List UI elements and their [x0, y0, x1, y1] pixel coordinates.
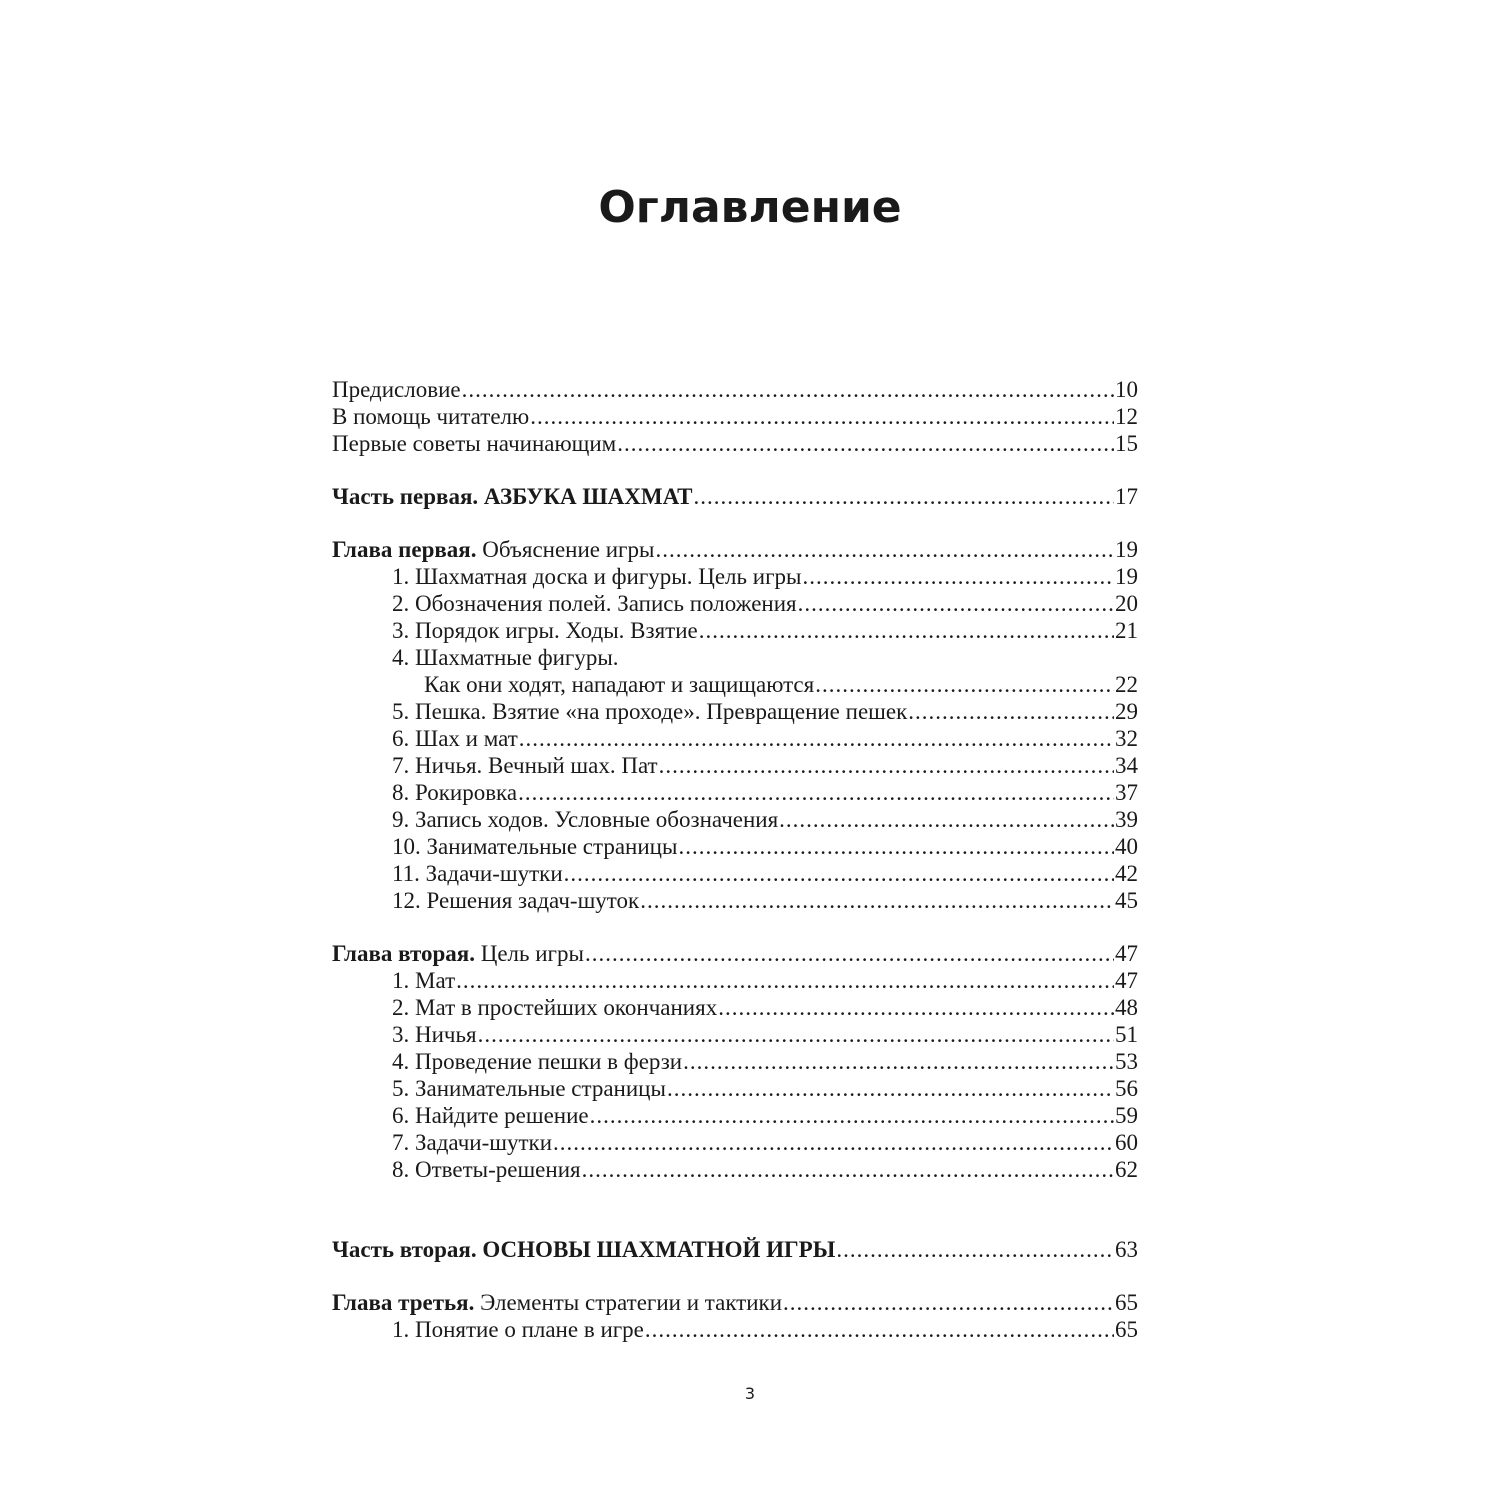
toc-entry [332, 887, 1138, 914]
dot-leader [519, 725, 1114, 752]
entry-page-number: 12 [1115, 404, 1138, 429]
entry-page-number: 65 [1115, 1317, 1138, 1342]
toc-part-heading [332, 1236, 1138, 1263]
toc-entry [332, 1021, 1138, 1048]
toc-entry [332, 644, 1138, 671]
entry-page-number: 21 [1115, 618, 1138, 643]
toc-entry [332, 1075, 1138, 1102]
toc-entry-continuation [332, 671, 1138, 698]
entry-title: 7. Ничья. Вечный шах. Пат [392, 753, 658, 778]
toc-entry [332, 806, 1138, 833]
entry-page-number: 62 [1115, 1157, 1138, 1182]
entry-page-number: 17 [1115, 484, 1138, 509]
entry-title: 6. Найдите решение [392, 1103, 589, 1128]
dot-leader [462, 376, 1114, 403]
entry-title: 10. Занимательные страницы [392, 834, 678, 859]
entry-page-number: 37 [1115, 780, 1138, 805]
toc-entry [332, 590, 1138, 617]
dot-leader [667, 1075, 1114, 1102]
entry-page-number: 22 [1115, 672, 1138, 697]
entry-page-number: 42 [1115, 861, 1138, 886]
entry-title: 5. Занимательные страницы [392, 1076, 666, 1101]
entry-title: 8. Ответы-решения [392, 1157, 581, 1182]
entry-title: 3. Ничья [392, 1022, 477, 1047]
toc-chapter-heading [332, 1289, 1138, 1316]
entry-title: 11. Задачи-шутки [392, 861, 563, 886]
entry-page-number: 65 [1115, 1290, 1138, 1315]
part-label: Часть первая. АЗБУКА ШАХМАТ [332, 484, 693, 509]
entry-page-number: 19 [1115, 537, 1138, 562]
entry-page-number: 60 [1115, 1130, 1138, 1155]
toc-entry [332, 725, 1138, 752]
entry-title: 12. Решения задач-шуток [392, 888, 640, 913]
entry-title: Как они ходят, нападают и защищаются [424, 672, 815, 697]
dot-leader [478, 1021, 1114, 1048]
entry-page-number: 34 [1115, 753, 1138, 778]
entry-title: В помощь читателю [332, 404, 530, 429]
dot-leader [783, 1289, 1114, 1316]
dot-leader [908, 698, 1114, 725]
dot-leader [694, 483, 1114, 510]
chapter-title: Глава первая. Объяснение игры [332, 537, 655, 562]
chapter-title: Глава вторая. Цель игры [332, 941, 584, 966]
toc-entry [332, 1129, 1138, 1156]
table-of-contents [332, 376, 1138, 1343]
toc-entry [332, 1156, 1138, 1183]
entry-title: 7. Задачи-шутки [392, 1130, 553, 1155]
entry-page-number: 51 [1115, 1022, 1138, 1047]
dot-leader [718, 994, 1114, 1021]
entry-page-number: 39 [1115, 807, 1138, 832]
entry-page-number: 63 [1115, 1237, 1138, 1262]
entry-page-number: 32 [1115, 726, 1138, 751]
entry-page-number: 47 [1115, 941, 1138, 966]
toc-chapter-heading [332, 536, 1138, 563]
toc-entry [332, 1102, 1138, 1129]
entry-title: 8. Рокировка [392, 780, 518, 805]
dot-leader [640, 887, 1114, 914]
dot-leader [530, 403, 1114, 430]
toc-entry [332, 617, 1138, 644]
toc-entry [332, 833, 1138, 860]
dot-leader [802, 563, 1114, 590]
dot-leader [617, 430, 1114, 457]
dot-leader [590, 1102, 1114, 1129]
dot-leader [585, 940, 1114, 967]
dot-leader [518, 779, 1114, 806]
dot-leader [564, 860, 1114, 887]
dot-leader [456, 967, 1114, 994]
entry-title: 3. Порядок игры. Ходы. Взятие [392, 618, 698, 643]
page-number: 3 [744, 1384, 756, 1403]
dot-leader [645, 1316, 1114, 1343]
dot-leader [659, 752, 1114, 779]
dot-leader [699, 617, 1114, 644]
entry-title: 4. Проведение пешки в ферзи [392, 1049, 683, 1074]
entry-title: 2. Мат в простейших окончаниях [392, 995, 718, 1020]
entry-title: 2. Обозначения полей. Запись положения [392, 591, 797, 616]
entry-title: 4. Шахматные фигуры. [392, 645, 619, 670]
entry-page-number: 48 [1115, 995, 1138, 1020]
toc-entry [332, 752, 1138, 779]
toc-entry [332, 994, 1138, 1021]
toc-entry [332, 860, 1138, 887]
dot-leader [836, 1236, 1114, 1263]
dot-leader [779, 806, 1114, 833]
toc-entry [332, 779, 1138, 806]
entry-page-number: 56 [1115, 1076, 1138, 1101]
entry-title: 1. Мат [392, 968, 456, 993]
toc-entry-preface [332, 376, 1138, 403]
entry-page-number: 15 [1115, 431, 1138, 456]
dot-leader [655, 536, 1114, 563]
entry-page-number: 47 [1115, 968, 1138, 993]
entry-title: 6. Шах и мат [392, 726, 518, 751]
toc-entry [332, 1048, 1138, 1075]
chapter-title: Глава третья. Элементы стратегии и тактики [332, 1290, 783, 1315]
entry-title: 1. Понятие о плане в игре [392, 1317, 644, 1342]
entry-page-number: 10 [1115, 377, 1138, 402]
dot-leader [553, 1129, 1114, 1156]
dot-leader [798, 590, 1114, 617]
dot-leader [582, 1156, 1114, 1183]
toc-entry [332, 967, 1138, 994]
part-label: Часть вторая. ОСНОВЫ ШАХМАТНОЙ ИГРЫ [332, 1237, 836, 1262]
entry-page-number: 40 [1115, 834, 1138, 859]
entry-page-number: 45 [1115, 888, 1138, 913]
entry-title: 1. Шахматная доска и фигуры. Цель игры [392, 564, 802, 589]
dot-leader [678, 833, 1114, 860]
entry-title: Предисловие [332, 377, 461, 402]
toc-entry [332, 698, 1138, 725]
toc-chapter-heading [332, 940, 1138, 967]
entry-page-number: 53 [1115, 1049, 1138, 1074]
toc-entry [332, 563, 1138, 590]
dot-leader [683, 1048, 1114, 1075]
page-title: Оглавление [598, 182, 902, 233]
entry-title: 5. Пешка. Взятие «на проходе». Превращение пешек [392, 699, 908, 724]
dot-leader [815, 671, 1114, 698]
entry-page-number: 29 [1115, 699, 1138, 724]
toc-entry-reader-help [332, 403, 1138, 430]
entry-page-number: 20 [1115, 591, 1138, 616]
entry-page-number: 19 [1115, 564, 1138, 589]
entry-title: Первые советы начинающим [332, 431, 617, 456]
toc-entry-first-advice [332, 430, 1138, 457]
entry-page-number: 59 [1115, 1103, 1138, 1128]
toc-entry [332, 1316, 1138, 1343]
toc-part-heading [332, 483, 1138, 510]
entry-title: 9. Запись ходов. Условные обозначения [392, 807, 779, 832]
